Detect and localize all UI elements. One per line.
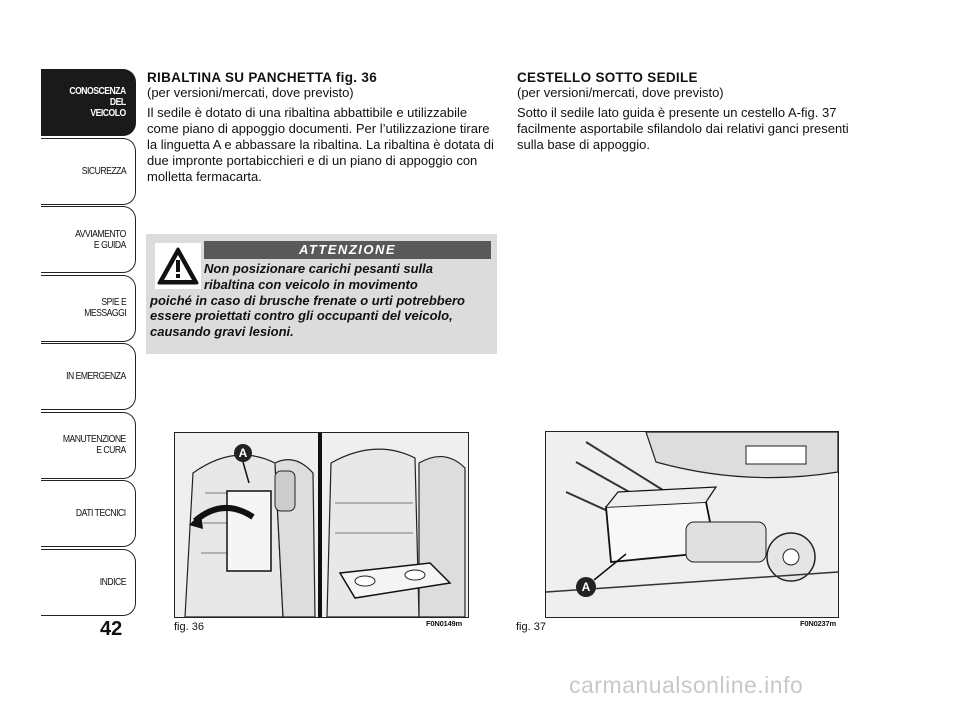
warning-line-rest: poiché in caso di brusche frenate o urti potrebbero essere proiettati contro gli occupanti del veicolo, causando gravi lesioni.: [150, 292, 465, 340]
section-body: Sotto il sedile lato guida è presente un cestello A-fig. 37 facilmente asportabile sfilandolo dai relativi ganci presenti sulla base di appoggio.: [517, 105, 849, 152]
figure-37-underseat-basket: [545, 431, 839, 618]
tab-manutenzione-e-cura[interactable]: [41, 412, 136, 479]
section-ribaltina: [147, 70, 497, 185]
tab-indice[interactable]: [41, 549, 136, 616]
tab-dati-tecnici[interactable]: [41, 480, 136, 547]
tab-label: CONOSCENZA DEL VEICOLO: [69, 85, 126, 119]
tab-label: SPIE E MESSAGGI: [84, 296, 126, 319]
page-number: 42: [100, 618, 123, 640]
section-cestello: [517, 70, 867, 153]
section-tabs: [41, 69, 136, 617]
tab-label: MANUTENZIONE E CURA: [63, 433, 126, 456]
watermark: carmanualsonline.info: [569, 672, 804, 698]
section-body: Il sedile è dotato di una ribaltina abbattibile e utilizzabile come piano di appoggio documenti. Per l’utilizzazione tirare la linguetta A e abbassare la ribaltina. La ribaltina è dotata di due impronte portabicchieri e di un piano di appoggio con molletta fermacarta.: [147, 105, 494, 184]
section-subtitle: (per versioni/mercati, dove previsto): [517, 85, 724, 100]
tab-conoscenza-del-veicolo[interactable]: [41, 69, 136, 136]
underseat-basket-illustration: [546, 432, 838, 617]
warning-box: [146, 234, 497, 354]
marker-a-label: A: [238, 446, 248, 460]
warning-line-2: ribaltina con veicolo in movimento: [204, 276, 418, 292]
warning-line-1: Non posizionare carichi pesanti sulla: [204, 261, 434, 276]
figure-36-caption: fig. 36: [174, 621, 204, 633]
tab-sicurezza[interactable]: [41, 138, 136, 205]
tab-label: INDICE: [99, 575, 126, 588]
figure-36-code: F0N0149m: [426, 619, 462, 628]
tab-label: IN EMERGENZA: [66, 370, 126, 382]
section-title: RIBALTINA SU PANCHETTA fig. 36: [147, 70, 377, 85]
warning-text: [150, 261, 490, 340]
tab-label: SICUREZZA: [81, 164, 126, 177]
tab-label: DATI TECNICI: [76, 507, 126, 519]
seat-tray-illustration: [175, 433, 468, 617]
figure-37-caption: fig. 37: [516, 621, 546, 633]
figure-36-seat-tray: [174, 432, 469, 618]
section-subtitle: (per versioni/mercati, dove previsto): [147, 85, 354, 100]
section-title: CESTELLO SOTTO SEDILE: [517, 70, 698, 85]
figure-37-code: F0N0237m: [800, 619, 836, 628]
tab-in-emergenza[interactable]: [41, 343, 136, 410]
tab-label: AVVIAMENTO E GUIDA: [75, 227, 126, 251]
tab-avviamento-e-guida[interactable]: [41, 206, 136, 273]
marker-a-label: A: [581, 580, 591, 594]
tab-spie-e-messaggi[interactable]: [41, 275, 136, 342]
warning-header: ATTENZIONE: [204, 241, 491, 259]
